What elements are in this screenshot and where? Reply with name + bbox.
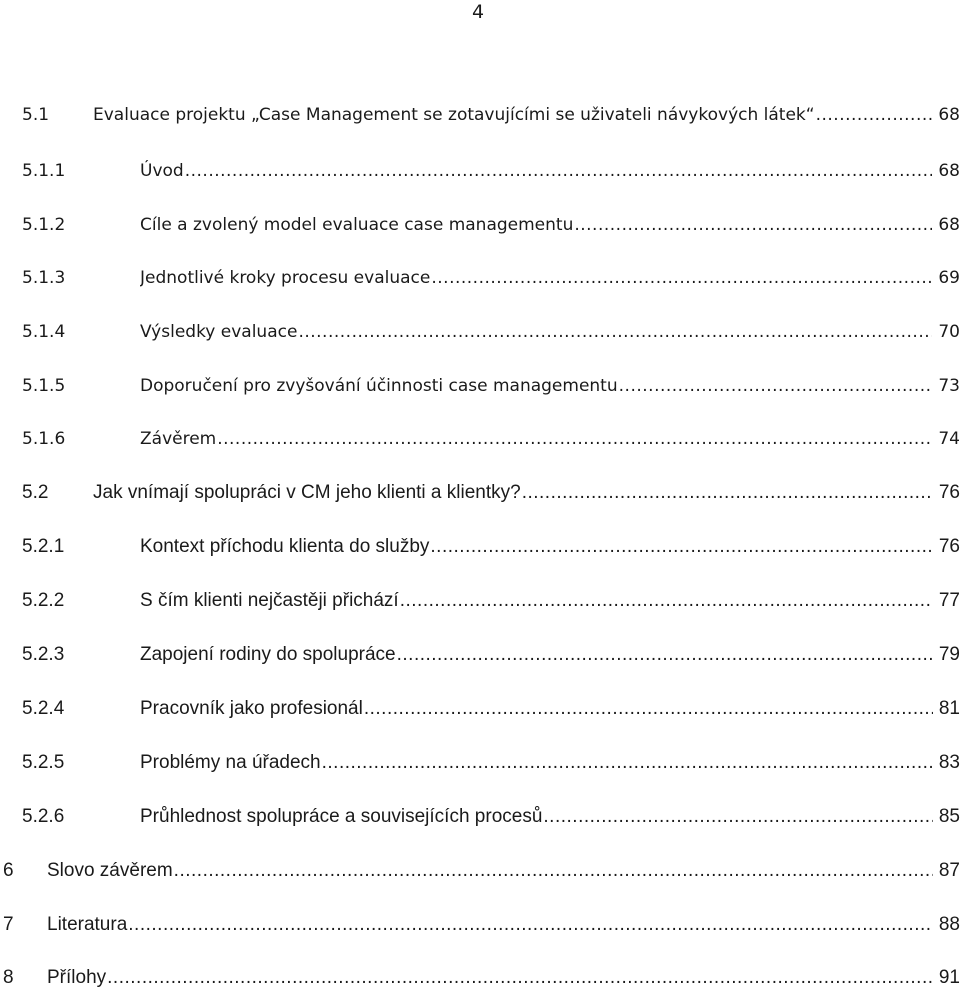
toc-leader-dots <box>185 158 933 184</box>
toc-entry-number: 5.1.4 <box>22 322 66 342</box>
toc-entry-title: Výsledky evaluace <box>140 322 298 342</box>
toc-entry-6[interactable] <box>0 858 960 884</box>
toc-entry-5-1-4[interactable] <box>0 319 960 345</box>
toc-entry-body <box>47 858 960 884</box>
toc-entry-number: 5.2.3 <box>22 644 65 665</box>
toc-entry-title: Závěrem <box>140 429 217 449</box>
toc-entry-body <box>47 965 960 991</box>
toc-entry-number: 5.2.4 <box>22 698 65 719</box>
toc-leader-dots <box>298 319 932 345</box>
toc-entry-page: 69 <box>938 268 960 288</box>
toc-entry-body <box>140 696 960 722</box>
toc-entry-5-1-2[interactable] <box>0 212 960 238</box>
toc-entry-page: 91 <box>938 967 960 988</box>
toc-leader-dots <box>400 588 933 614</box>
toc-entry-page: 70 <box>938 322 960 342</box>
toc-entry-number: 5.2.6 <box>22 806 65 827</box>
toc-entry-page: 73 <box>938 376 960 396</box>
toc-entry-title: Zapojení rodiny do spolupráce <box>140 644 396 665</box>
toc-entry-page: 85 <box>938 806 960 827</box>
toc-leader-dots <box>430 534 932 560</box>
toc-leader-dots <box>522 480 933 506</box>
toc-entry-title: Úvod <box>140 161 184 181</box>
toc-entry-5-1-5[interactable] <box>0 373 960 399</box>
toc-entry-title: Literatura <box>47 914 128 935</box>
toc-entry-title: Doporučení pro zvyšování účinnosti case managementu <box>140 376 618 396</box>
toc-entry-title: Kontext příchodu klienta do služby <box>140 536 430 557</box>
toc-entry-5-2-2[interactable] <box>0 588 960 614</box>
toc-entry-5-2-6[interactable] <box>0 804 960 830</box>
toc-leader-dots <box>128 912 933 938</box>
toc-entry-page: 87 <box>938 860 960 881</box>
toc-entry-body <box>93 102 960 128</box>
toc-entry-page: 76 <box>938 536 960 557</box>
toc-entry-8[interactable] <box>0 965 960 991</box>
toc-entry-number: 6 <box>3 860 14 881</box>
toc-leader-dots <box>107 965 933 991</box>
toc-entry-5-2-4[interactable] <box>0 696 960 722</box>
toc-entry-body <box>93 480 960 506</box>
toc-entry-number: 5.1.1 <box>22 161 66 181</box>
toc-entry-title: Evaluace projektu „Case Management se zotavujícími se uživateli návykových látek“ <box>93 105 815 125</box>
page-number: 4 <box>472 1 485 23</box>
toc-entry-number: 5.1.3 <box>22 268 66 288</box>
toc-entry-title: Slovo závěrem <box>47 860 173 881</box>
toc-entry-page: 88 <box>938 914 960 935</box>
toc-entry-body <box>140 265 960 291</box>
toc-leader-dots <box>397 642 933 668</box>
toc-entry-page: 76 <box>938 482 960 503</box>
toc-entry-body <box>140 534 960 560</box>
toc-leader-dots <box>619 373 933 399</box>
toc-entry-body <box>140 158 960 184</box>
toc-entry-5-1-1[interactable] <box>0 158 960 184</box>
toc-entry-body <box>140 373 960 399</box>
toc-entry-5-1-3[interactable] <box>0 265 960 291</box>
toc-entry-title: S čím klienti nejčastěji přichází <box>140 590 399 611</box>
toc-entry-number: 5.1.6 <box>22 429 66 449</box>
toc-entry-body <box>140 588 960 614</box>
toc-entry-page: 79 <box>938 644 960 665</box>
toc-entry-number: 5.2.2 <box>22 590 65 611</box>
toc-leader-dots <box>816 102 933 128</box>
toc-entry-number: 8 <box>3 967 14 988</box>
toc-entry-title: Problémy na úřadech <box>140 752 321 773</box>
toc-entry-title: Průhlednost spolupráce a souvisejících procesů <box>140 806 543 827</box>
toc-entry-body <box>140 642 960 668</box>
toc-entry-number: 7 <box>3 914 14 935</box>
toc-entry-5-1[interactable] <box>0 102 960 128</box>
toc-entry-page: 74 <box>938 429 960 449</box>
toc-entry-title: Přílohy <box>47 967 107 988</box>
toc-entry-title: Pracovník jako profesionál <box>140 698 363 719</box>
toc-leader-dots <box>217 426 932 452</box>
toc-entry-number: 5.1.5 <box>22 376 66 396</box>
toc-entry-5-2-3[interactable] <box>0 642 960 668</box>
toc-leader-dots <box>322 750 933 776</box>
toc-entry-body <box>140 750 960 776</box>
toc-entry-page: 68 <box>938 215 960 235</box>
toc-entry-page: 83 <box>938 752 960 773</box>
toc-leader-dots <box>543 804 932 830</box>
toc-entry-body <box>140 804 960 830</box>
toc-entry-number: 5.2 <box>22 482 49 503</box>
toc-entry-7[interactable] <box>0 912 960 938</box>
toc-entry-number: 5.2.1 <box>22 536 65 557</box>
toc-entry-body <box>140 319 960 345</box>
toc-entry-page: 68 <box>938 161 960 181</box>
toc-entry-number: 5.1.2 <box>22 215 66 235</box>
toc-entry-title: Jak vnímají spolupráci v CM jeho klienti a klientky? <box>93 482 521 503</box>
toc-entry-5-2[interactable] <box>0 480 960 506</box>
toc-entry-title: Jednotlivé kroky procesu evaluace <box>140 268 431 288</box>
toc-leader-dots <box>574 212 932 238</box>
toc-entry-number: 5.1 <box>22 105 50 125</box>
toc-leader-dots <box>431 265 932 291</box>
toc-entry-5-1-6[interactable] <box>0 426 960 452</box>
toc-entry-5-2-1[interactable] <box>0 534 960 560</box>
toc-entry-page: 77 <box>938 590 960 611</box>
toc-entry-number: 5.2.5 <box>22 752 65 773</box>
toc-entry-body <box>140 212 960 238</box>
toc-leader-dots <box>174 858 933 884</box>
toc-entry-body <box>140 426 960 452</box>
toc-entry-5-2-5[interactable] <box>0 750 960 776</box>
toc-entry-page: 81 <box>938 698 960 719</box>
toc-entry-body <box>47 912 960 938</box>
toc-entry-page: 68 <box>938 105 960 125</box>
toc-entry-title: Cíle a zvolený model evaluace case managementu <box>140 215 574 235</box>
toc-leader-dots <box>364 696 933 722</box>
